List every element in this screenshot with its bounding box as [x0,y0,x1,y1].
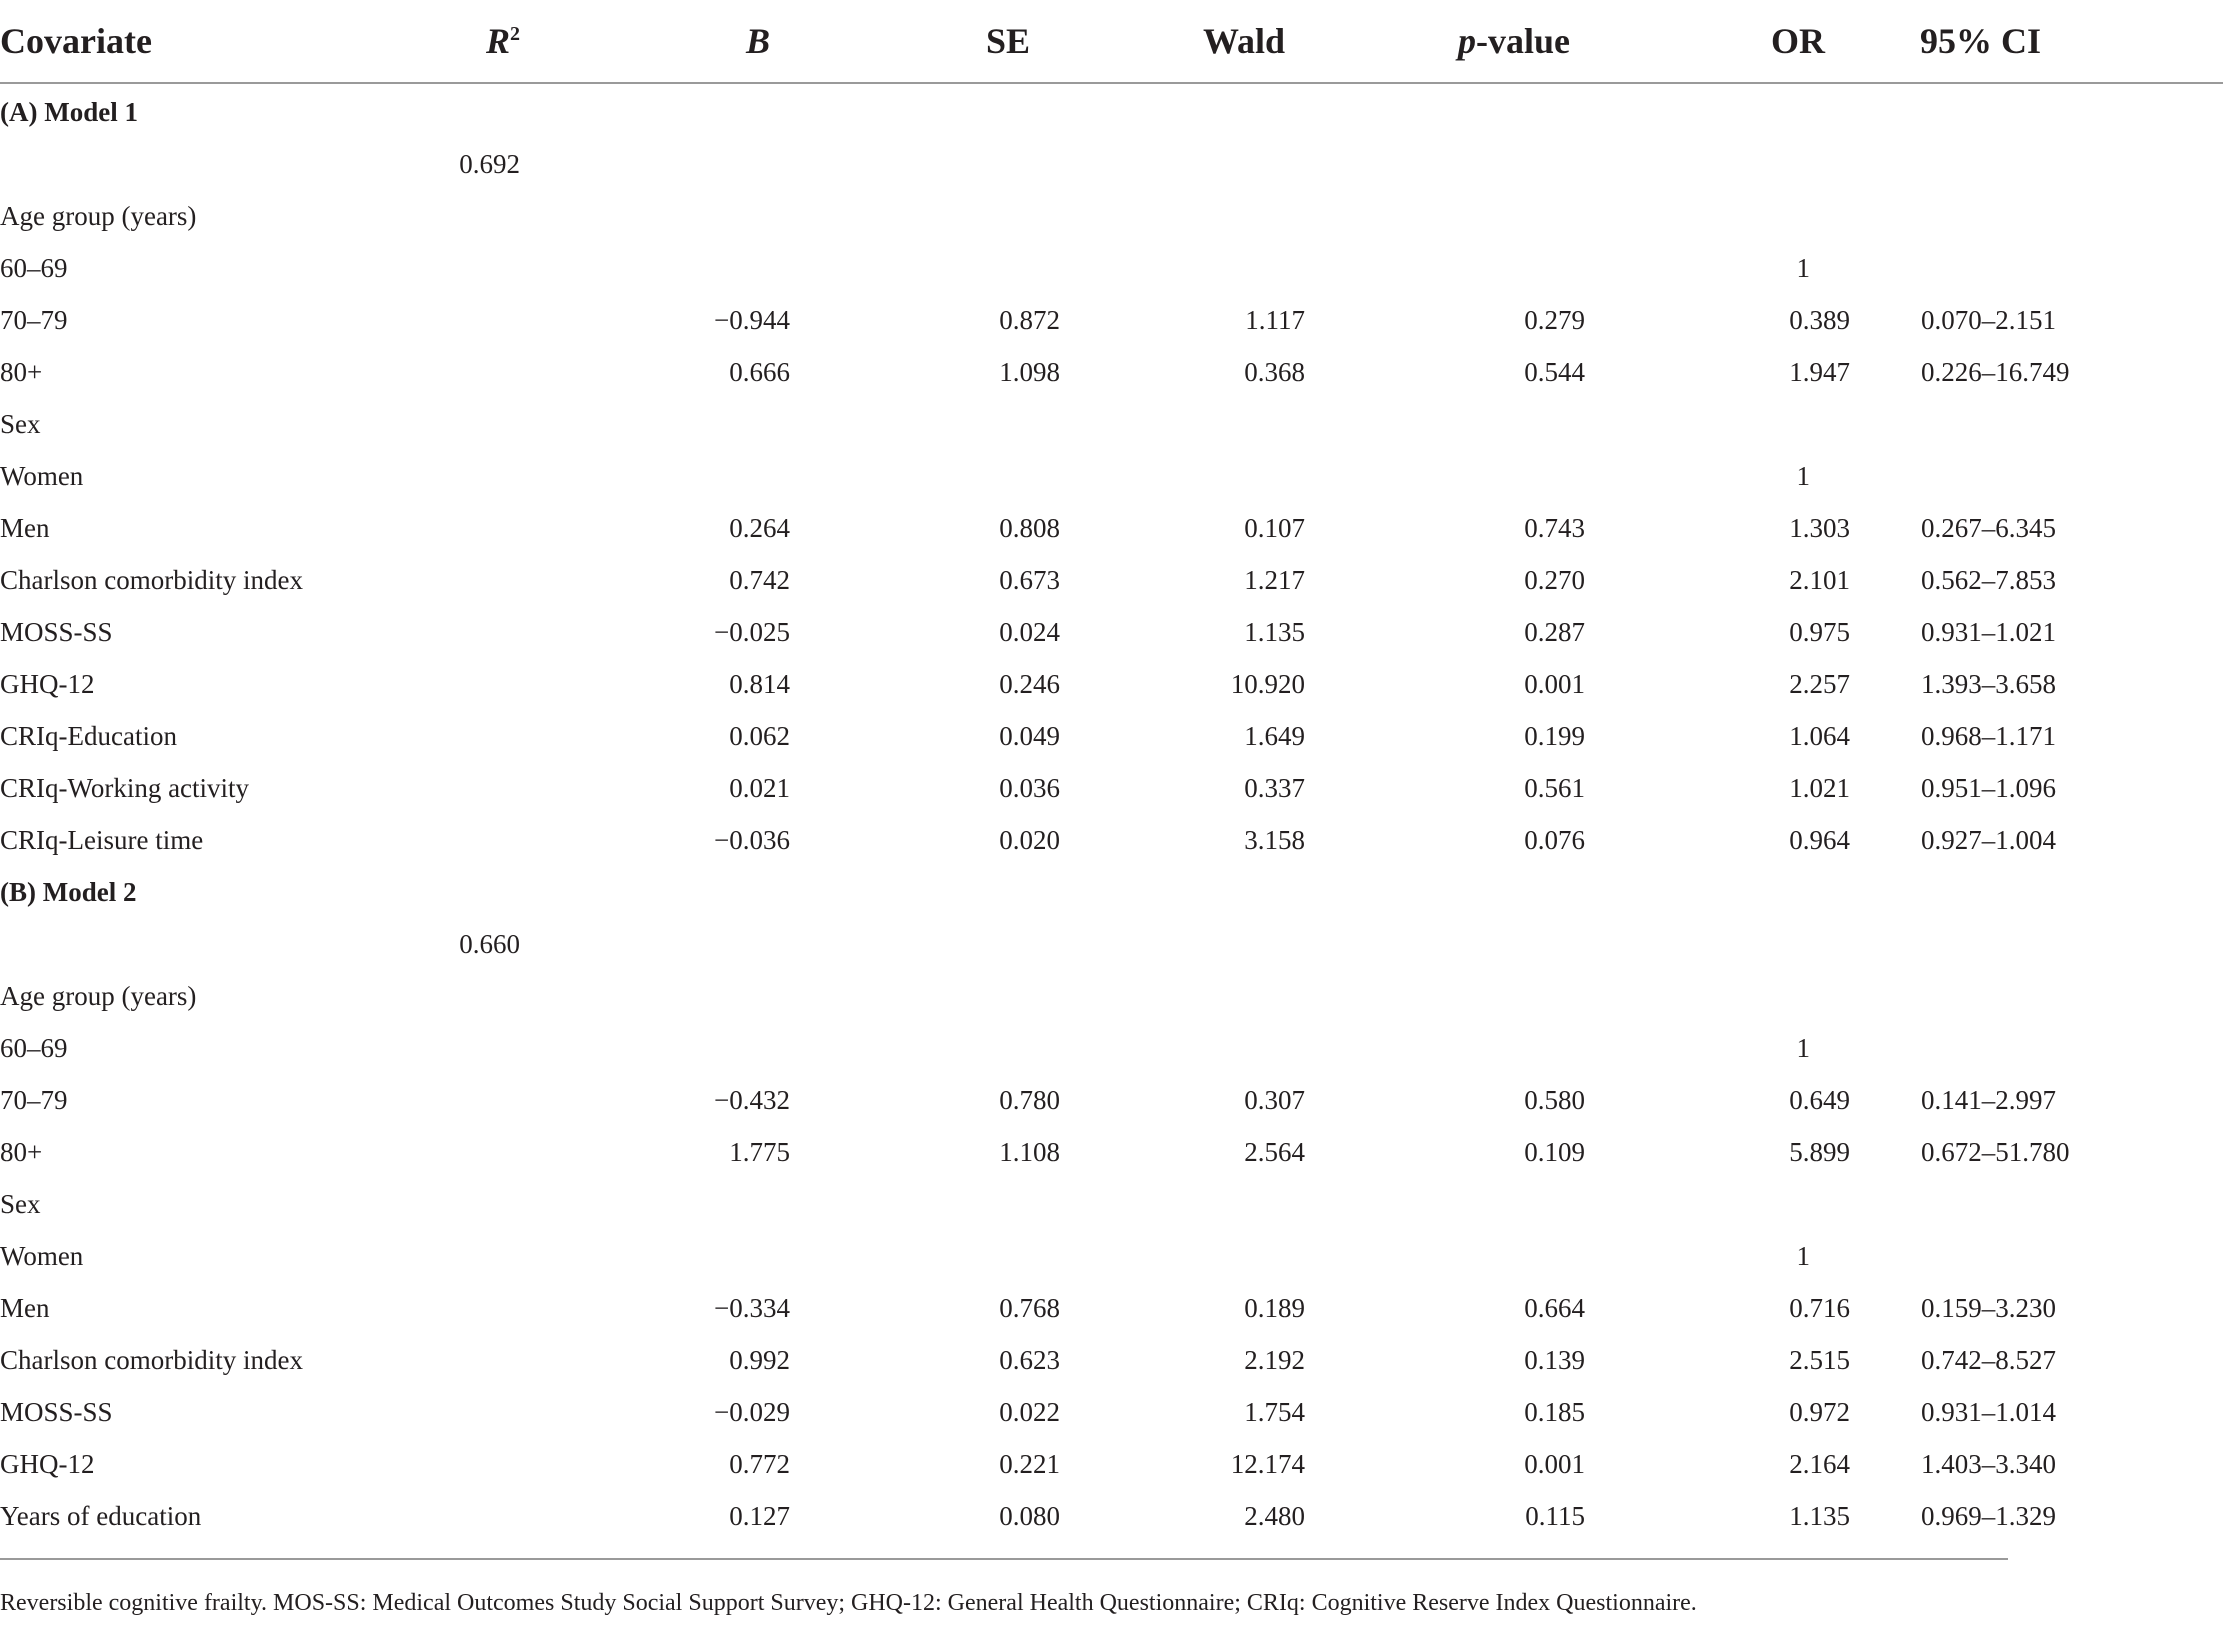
cell-se [790,970,1070,1022]
table-row [0,762,2223,814]
cell-or: 0.975 [1789,616,1850,647]
cell-se: 0.872 [999,304,1060,335]
cell-r-squared [420,1386,520,1438]
cell-p-value: 0.544 [1524,356,1585,387]
table-header-row [0,0,2223,83]
table-footnote: Reversible cognitive frailty. MOS-SS: Medical Outcomes Study Social Support Survey; GHQ-12: General Health Questionnaire; CRIq: Cognitive Reserve Index Questionnaire. [0,1590,1697,1616]
cell-b [520,918,790,970]
cell-ci [1880,1178,2223,1230]
cell-or: 1 [1796,460,1810,491]
cell-ci [1880,450,2223,502]
cell-se: 0.022 [999,1396,1060,1427]
cell-p-value [1315,970,1600,1022]
table-row [0,1178,2223,1230]
table-row [0,554,2223,606]
cell-ci [1880,970,2223,1022]
cell-or [1600,1178,1880,1230]
cell-r-squared [420,242,520,294]
cell-ci [1880,138,2223,190]
cell-covariate: CRIq-Leisure time [0,824,204,855]
cell-or [1600,918,1880,970]
cell-covariate: Age group (years) [0,980,197,1011]
cell-se: 0.036 [999,772,1060,803]
table-row [0,866,2223,918]
cell-p-value [1315,138,1600,190]
cell-se: 0.246 [999,668,1060,699]
cell-covariate: Charlson comorbidity index [0,1344,303,1375]
table-row [0,346,2223,398]
cell-wald [1070,242,1315,294]
cell-covariate: Sex [0,408,41,439]
header-se: SE [790,0,1070,83]
cell-p-value [1315,1230,1600,1282]
cell-ci: 0.672–51.780 [1921,1136,2070,1167]
table-row [0,190,2223,242]
cell-or: 2.257 [1789,668,1850,699]
header-p-suffix: -value [1476,21,1570,61]
cell-wald: 1.217 [1244,564,1305,595]
cell-covariate: 80+ [0,1136,43,1167]
cell-ci: 0.141–2.997 [1921,1084,2056,1115]
cell-wald: 0.368 [1244,356,1305,387]
cell-ci [1880,190,2223,242]
cell-covariate: Years of education [0,1500,202,1531]
cell-covariate: Men [0,512,50,543]
cell-p-value: 0.561 [1524,772,1585,803]
cell-wald: 2.564 [1244,1136,1305,1167]
cell-p-value [1315,242,1600,294]
cell-ci: 0.159–3.230 [1921,1292,2056,1323]
cell-r-squared [420,1438,520,1490]
cell-r-squared [420,1126,520,1178]
cell-r-squared [420,606,520,658]
cell-b: 0.742 [729,564,790,595]
cell-r-squared [420,190,520,242]
cell-or [1600,970,1880,1022]
cell-r-squared [420,658,520,710]
cell-wald [1070,138,1315,190]
cell-b [520,1230,790,1282]
cell-covariate: Age group (years) [0,200,197,231]
cell-p-value: 0.185 [1524,1396,1585,1427]
cell-ci: 0.070–2.151 [1921,304,2056,335]
cell-ci: 0.969–1.329 [1921,1500,2056,1531]
table-row [0,83,2223,138]
cell-ci [1880,918,2223,970]
cell-wald [1070,918,1315,970]
cell-covariate: GHQ-12 [0,1448,95,1479]
cell-se: 0.020 [999,824,1060,855]
cell-or: 1.947 [1789,356,1850,387]
header-r2-symbol: R [485,21,510,61]
cell-r-squared [420,1022,520,1074]
header-r2-superscript: 2 [510,23,520,45]
cell-ci: 0.931–1.021 [1921,616,2056,647]
cell-se [790,398,1070,450]
header-b [520,0,790,83]
cell-covariate: 70–79 [0,1084,68,1115]
cell-p-value: 0.115 [1525,1500,1585,1531]
cell-or: 1.135 [1789,1500,1850,1531]
cell-wald [1070,83,1315,138]
cell-se: 0.024 [999,616,1060,647]
cell-p-value: 0.664 [1524,1292,1585,1323]
cell-se [790,1022,1070,1074]
cell-covariate: 60–69 [0,1032,68,1063]
table-row [0,1022,2223,1074]
cell-r-squared [420,762,520,814]
cell-p-value: 0.287 [1524,616,1585,647]
cell-wald: 0.337 [1244,772,1305,803]
cell-wald [1070,866,1315,918]
cell-covariate: 70–79 [0,304,68,335]
header-or: OR [1600,0,1880,83]
cell-b: 0.992 [729,1344,790,1375]
cell-r-squared [420,1230,520,1282]
cell-b: 0.814 [729,668,790,699]
cell-p-value [1315,450,1600,502]
cell-r-squared [420,1282,520,1334]
cell-wald: 0.307 [1244,1084,1305,1115]
cell-r-squared [420,1074,520,1126]
cell-or: 1 [1796,1032,1810,1063]
cell-ci [1880,1230,2223,1282]
cell-p-value [1315,398,1600,450]
cell-b: −0.036 [714,824,790,855]
cell-b: 0.772 [729,1448,790,1479]
cell-ci: 0.742–8.527 [1921,1344,2056,1375]
cell-r-squared [420,970,520,1022]
cell-r-squared [420,1334,520,1386]
cell-p-value: 0.109 [1524,1136,1585,1167]
cell-wald [1070,1230,1315,1282]
cell-covariate: Women [0,460,84,491]
cell-ci [1880,83,2223,138]
cell-or: 0.649 [1789,1084,1850,1115]
cell-ci: 0.562–7.853 [1921,564,2056,595]
cell-r-squared [420,866,520,918]
cell-r-squared [420,502,520,554]
cell-p-value [1315,1178,1600,1230]
cell-or [1600,138,1880,190]
header-covariate: Covariate [0,0,420,83]
cell-b [520,970,790,1022]
cell-b: 0.666 [729,356,790,387]
cell-se: 1.108 [999,1136,1060,1167]
cell-wald: 2.480 [1244,1500,1305,1531]
cell-covariate: 80+ [0,356,43,387]
cell-b: −0.334 [714,1292,790,1323]
cell-r-squared [420,294,520,346]
table-row [0,606,2223,658]
table-row [0,398,2223,450]
table-row [0,502,2223,554]
cell-wald: 10.920 [1230,668,1305,699]
table-row [0,710,2223,762]
cell-wald [1070,970,1315,1022]
cell-b: −0.432 [714,1084,790,1115]
cell-or [1600,83,1880,138]
cell-wald: 1.649 [1244,720,1305,751]
cell-wald: 1.754 [1244,1396,1305,1427]
cell-se [790,190,1070,242]
cell-b [520,1022,790,1074]
header-wald: Wald [1070,0,1315,83]
header-p-symbol: p [1458,21,1476,61]
cell-or: 0.389 [1789,304,1850,335]
cell-covariate: (A) Model 1 [0,96,138,127]
cell-wald: 3.158 [1244,824,1305,855]
cell-b [520,450,790,502]
cell-se [790,1230,1070,1282]
cell-ci: 1.393–3.658 [1921,668,2056,699]
cell-b [520,190,790,242]
cell-ci [1880,866,2223,918]
cell-wald: 1.135 [1244,616,1305,647]
cell-r-squared: 0.660 [459,928,520,959]
cell-wald [1070,1022,1315,1074]
table-row [0,138,2223,190]
cell-or: 2.101 [1789,564,1850,595]
cell-r-squared [420,1490,520,1542]
cell-p-value: 0.279 [1524,304,1585,335]
cell-b [520,866,790,918]
table-row [0,450,2223,502]
cell-p-value: 0.001 [1524,668,1585,699]
cell-or [1600,866,1880,918]
cell-p-value: 0.199 [1524,720,1585,751]
table-row [0,1282,2223,1334]
cell-se: 1.098 [999,356,1060,387]
table-row [0,1074,2223,1126]
table-row [0,814,2223,866]
table-row [0,918,2223,970]
cell-wald: 1.117 [1245,304,1305,335]
table-row [0,658,2223,710]
cell-p-value: 0.743 [1524,512,1585,543]
cell-or: 2.515 [1789,1344,1850,1375]
cell-ci: 0.931–1.014 [1921,1396,2056,1427]
cell-b [520,242,790,294]
cell-covariate: (B) Model 2 [0,876,137,907]
cell-wald [1070,190,1315,242]
cell-p-value [1315,866,1600,918]
cell-se: 0.780 [999,1084,1060,1115]
table-row [0,1230,2223,1282]
table-row [0,970,2223,1022]
cell-or: 1.021 [1789,772,1850,803]
cell-wald [1070,1178,1315,1230]
cell-b [520,138,790,190]
table-row [0,1126,2223,1178]
cell-b [520,1178,790,1230]
table-row [0,242,2223,294]
cell-ci: 1.403–3.340 [1921,1448,2056,1479]
cell-wald: 12.174 [1230,1448,1305,1479]
cell-covariate [0,138,420,190]
cell-b: −0.944 [714,304,790,335]
cell-se [790,918,1070,970]
cell-b: 1.775 [729,1136,790,1167]
cell-or: 2.164 [1789,1448,1850,1479]
cell-b [520,398,790,450]
cell-or: 1 [1796,252,1810,283]
cell-b: 0.264 [729,512,790,543]
cell-p-value: 0.270 [1524,564,1585,595]
cell-r-squared [420,83,520,138]
cell-se [790,1178,1070,1230]
cell-or: 5.899 [1789,1136,1850,1167]
cell-covariate: MOSS-SS [0,616,113,647]
header-p-value [1315,0,1600,83]
cell-ci: 0.267–6.345 [1921,512,2056,543]
cell-se [790,450,1070,502]
cell-se [790,138,1070,190]
cell-covariate: Men [0,1292,50,1323]
cell-covariate: Sex [0,1188,41,1219]
cell-covariate: GHQ-12 [0,668,95,699]
cell-se [790,242,1070,294]
cell-p-value [1315,1022,1600,1074]
cell-p-value [1315,918,1600,970]
table-row [0,1334,2223,1386]
cell-p-value: 0.139 [1524,1344,1585,1375]
cell-or: 0.716 [1789,1292,1850,1323]
cell-r-squared [420,814,520,866]
cell-ci: 0.226–16.749 [1921,356,2070,387]
cell-covariate [0,918,420,970]
cell-b [520,83,790,138]
cell-b: 0.062 [729,720,790,751]
cell-p-value [1315,83,1600,138]
cell-r-squared: 0.692 [459,148,520,179]
header-ci: 95% CI [1880,0,2223,83]
cell-covariate: CRIq-Education [0,720,177,751]
cell-r-squared [420,1178,520,1230]
cell-se: 0.808 [999,512,1060,543]
cell-covariate: MOSS-SS [0,1396,113,1427]
table-row [0,1490,2223,1542]
cell-or [1600,190,1880,242]
cell-r-squared [420,554,520,606]
cell-ci: 0.951–1.096 [1921,772,2056,803]
cell-covariate: Charlson comorbidity index [0,564,303,595]
cell-covariate: CRIq-Working activity [0,772,250,803]
cell-wald: 2.192 [1244,1344,1305,1375]
cell-b: 0.127 [729,1500,790,1531]
cell-r-squared [420,346,520,398]
cell-se: 0.673 [999,564,1060,595]
cell-se: 0.049 [999,720,1060,751]
cell-p-value: 0.076 [1524,824,1585,855]
cell-or: 1.064 [1789,720,1850,751]
cell-ci: 0.968–1.171 [1921,720,2056,751]
cell-se [790,83,1070,138]
cell-wald: 0.189 [1244,1292,1305,1323]
cell-wald: 0.107 [1244,512,1305,543]
table-bottom-rule [0,1558,2008,1560]
cell-se: 0.768 [999,1292,1060,1323]
cell-ci: 0.927–1.004 [1921,824,2056,855]
cell-or: 0.972 [1789,1396,1850,1427]
cell-ci [1880,1022,2223,1074]
cell-se: 0.221 [999,1448,1060,1479]
cell-b: 0.021 [729,772,790,803]
cell-p-value: 0.580 [1524,1084,1585,1115]
cell-ci [1880,398,2223,450]
table-body [0,83,2223,1542]
cell-wald [1070,450,1315,502]
header-r-squared [420,0,520,83]
cell-se: 0.080 [999,1500,1060,1531]
cell-ci [1880,242,2223,294]
cell-or: 1 [1796,1240,1810,1271]
cell-se: 0.623 [999,1344,1060,1375]
cell-b: −0.029 [714,1396,790,1427]
cell-or: 0.964 [1789,824,1850,855]
cell-or: 1.303 [1789,512,1850,543]
cell-covariate: 60–69 [0,252,68,283]
cell-wald [1070,398,1315,450]
table-row [0,1386,2223,1438]
cell-covariate: Women [0,1240,84,1271]
table-row [0,294,2223,346]
cell-se [790,866,1070,918]
cell-p-value: 0.001 [1524,1448,1585,1479]
cell-or [1600,398,1880,450]
table-row [0,1438,2223,1490]
cell-b: −0.025 [714,616,790,647]
cell-r-squared [420,710,520,762]
cell-r-squared [420,450,520,502]
cell-p-value [1315,190,1600,242]
cell-r-squared [420,398,520,450]
header-b-symbol: B [745,21,770,61]
